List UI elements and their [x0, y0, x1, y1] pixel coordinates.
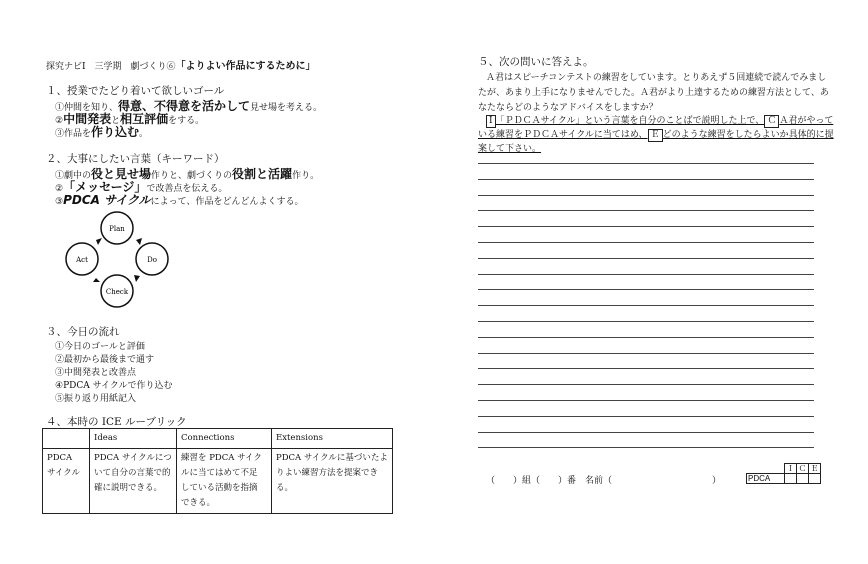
keyword-1-emphasis-b: 役割と活躍 [232, 167, 293, 181]
ice-score-box [746, 463, 821, 484]
rubric-header-connections: Connections [177, 429, 272, 449]
header-prefix: 探究ナビⅠ 三学期 劇づくり⑥ [46, 62, 176, 72]
rubric-header-ideas: Ideas [90, 429, 177, 449]
rubric-header-row [43, 429, 393, 449]
ice-score-i[interactable] [785, 474, 797, 484]
goal-2-num: ② [55, 116, 64, 126]
answer-line[interactable] [478, 226, 814, 227]
row-label-line: PDCA [47, 453, 73, 463]
task-line-3 [478, 141, 541, 154]
rubric-text-line: できる。 [181, 498, 216, 508]
keyword-2-num: ② [55, 184, 64, 194]
goal-1-emphasis: 得意、不得意を活かして [118, 99, 251, 113]
answer-line[interactable] [478, 179, 814, 180]
section-3-heading: ３、今日の流れ [46, 326, 120, 338]
keyword-3-num: ③ [55, 197, 64, 207]
answer-line[interactable] [478, 274, 814, 275]
answer-line[interactable] [478, 416, 814, 417]
row-label-line: サイクル [47, 468, 80, 478]
rubric-text-line: している活動を指摘 [181, 483, 258, 493]
ice-header-c: Ｃ [798, 464, 807, 473]
answer-line[interactable] [478, 384, 814, 385]
goal-2-emphasis-a: 中間発表 [63, 112, 112, 126]
extensions-box-marker: Ｅ [648, 129, 663, 142]
ice-row-label: PDCA [747, 474, 785, 484]
section-4-heading: ４、本時の ICE ルーブリック [46, 416, 187, 428]
section-1-heading: １、授業でたどり着いて欲しいゴール [46, 85, 225, 97]
rubric-connections-cell [177, 449, 272, 514]
arrow-plan-do-icon [136, 238, 142, 245]
answer-line[interactable] [478, 447, 814, 448]
answer-line[interactable] [478, 432, 814, 433]
task-line-2 [478, 127, 834, 142]
task-text: 「ＰＤＣＡサイクル」という言葉を自分のことばで説明した上で、 [495, 116, 765, 126]
goal-2-text-e: をする。 [168, 116, 205, 126]
class-label: ）組（ [513, 476, 541, 486]
ice-score-c[interactable] [797, 474, 809, 484]
task-text: どのような練習をしたらよいか具体的に提 [662, 130, 834, 140]
ice-corner-cell [747, 464, 785, 474]
check-label: Check [105, 288, 129, 296]
goal-3-text-c: 。 [139, 129, 149, 139]
ice-score-e[interactable] [809, 474, 821, 484]
rubric-extensions-cell [272, 449, 393, 514]
flow-item: ②最初から最後まで通す [55, 355, 155, 365]
number-name-label: ）番 名前（ [558, 476, 613, 486]
flow-item: ④PDCA サイクルで作り込む [55, 381, 173, 391]
ice-header-e: Ｅ [810, 464, 819, 473]
goal-2-text: と [111, 116, 121, 126]
goal-3 [55, 123, 148, 140]
name-close-paren: ） [712, 476, 722, 486]
goal-3-emphasis: 作り込む [91, 125, 140, 139]
keyword-2-text: で改善点を伝える。 [146, 184, 228, 194]
goal-1-text-c: 見せ場を考える。 [250, 103, 323, 113]
rubric-header-extensions: Extensions [272, 429, 393, 449]
rubric-ideas-cell [90, 449, 177, 514]
rubric-text-line: PDCA サイクルにつ [94, 453, 172, 463]
keyword-1-text-e: 作り。 [292, 171, 320, 181]
keyword-1-text-a: ①劇中の [55, 171, 92, 181]
rubric-text-line: PDCA サイクルに基づいたよ [276, 453, 388, 463]
ideas-box-marker: Ⅰ [486, 115, 496, 128]
arrow-act-plan-icon [96, 238, 102, 245]
goal-1-text-a: ①仲間を知り、 [55, 103, 119, 113]
keyword-2-emphasis: 「メッセージ」 [63, 180, 147, 194]
rubric-text-line: る。 [276, 483, 294, 493]
rubric-row-pdca [43, 449, 393, 514]
keyword-1-text-c: 作りと、劇づくりの [151, 171, 233, 181]
answer-line[interactable] [478, 337, 814, 338]
rubric-corner-cell [43, 429, 90, 449]
act-label: Act [76, 256, 88, 264]
arrow-do-check-icon [134, 275, 140, 282]
question-paragraph-line: Ａ君はスピーチコンテストの練習をしています。とりあえず５回連続で読んでみまし [486, 73, 827, 83]
answer-line[interactable] [478, 163, 814, 164]
flow-item: ①今日のゴールと評価 [55, 342, 145, 352]
answer-line[interactable] [478, 210, 814, 211]
rubric-text-line: りよい練習方法を提案でき [276, 468, 379, 478]
worksheet-title: 「よりよい作品にするために」 [175, 61, 316, 72]
keyword-1-emphasis-a: 役と見せ場 [91, 167, 152, 181]
rubric-row-label [43, 449, 90, 514]
section-5-heading: ５、次の問いに答えよ。 [478, 56, 594, 68]
ice-header-i: Ｉ [786, 464, 795, 473]
task-line-1 [486, 113, 833, 128]
flow-item: ③中間発表と改善点 [55, 368, 137, 378]
task-text: いる練習をＰＤＣＡサイクルに当てはめ、 [478, 130, 648, 140]
keyword-3-text: によって、作品をどんどんよくする。 [150, 197, 304, 207]
answer-line[interactable] [478, 305, 814, 306]
task-text: Ａ君がやって [779, 116, 834, 126]
keyword-3-emphasis: PDCA サイクル [63, 193, 151, 207]
flow-item: ⑤振り返り用紙記入 [55, 394, 137, 404]
goal-3-text-a: ③作品を [55, 129, 92, 139]
goal-2-emphasis-b: 相互評価 [120, 112, 169, 126]
rubric-text-line: ルに当てはめて不足 [181, 468, 258, 478]
keyword-3 [55, 191, 304, 208]
question-paragraph-line: なたならどのようなアドバイスをしますか？ [478, 103, 658, 113]
answer-line[interactable] [478, 242, 814, 243]
worksheet-header [46, 57, 316, 72]
rubric-text-line: 確に説明できる。 [94, 483, 163, 493]
question-paragraph-line: たが、あまり上手になりませんでした。Ａ君がより上達するための練習方法として、あ [478, 88, 829, 98]
answer-line[interactable] [478, 195, 814, 196]
student-info-line [486, 473, 721, 486]
rubric-text-line: 練習を PDCA サイク [181, 453, 262, 463]
pdca-cycle-diagram [60, 210, 180, 310]
ice-score-header-row [747, 464, 821, 474]
answer-line[interactable] [478, 258, 814, 259]
answer-line[interactable] [478, 353, 814, 354]
answer-line[interactable] [478, 400, 814, 401]
plan-label: Plan [109, 225, 125, 233]
ice-score-row [747, 474, 821, 484]
answer-line[interactable] [478, 368, 814, 369]
rubric-text-line: いて自分の言葉で的 [94, 468, 171, 478]
arrow-check-act-icon [93, 278, 100, 282]
connections-box-marker: Ｃ [764, 115, 779, 128]
do-label: Do [147, 256, 157, 264]
answer-line[interactable] [478, 289, 814, 290]
answer-line[interactable] [478, 321, 814, 322]
ice-rubric-table [42, 428, 393, 514]
class-open-paren: （ [486, 476, 496, 486]
task-text: 案して下さい。 [478, 144, 542, 154]
section-2-heading: ２、大事にしたい言葉（キーワード） [46, 153, 225, 165]
